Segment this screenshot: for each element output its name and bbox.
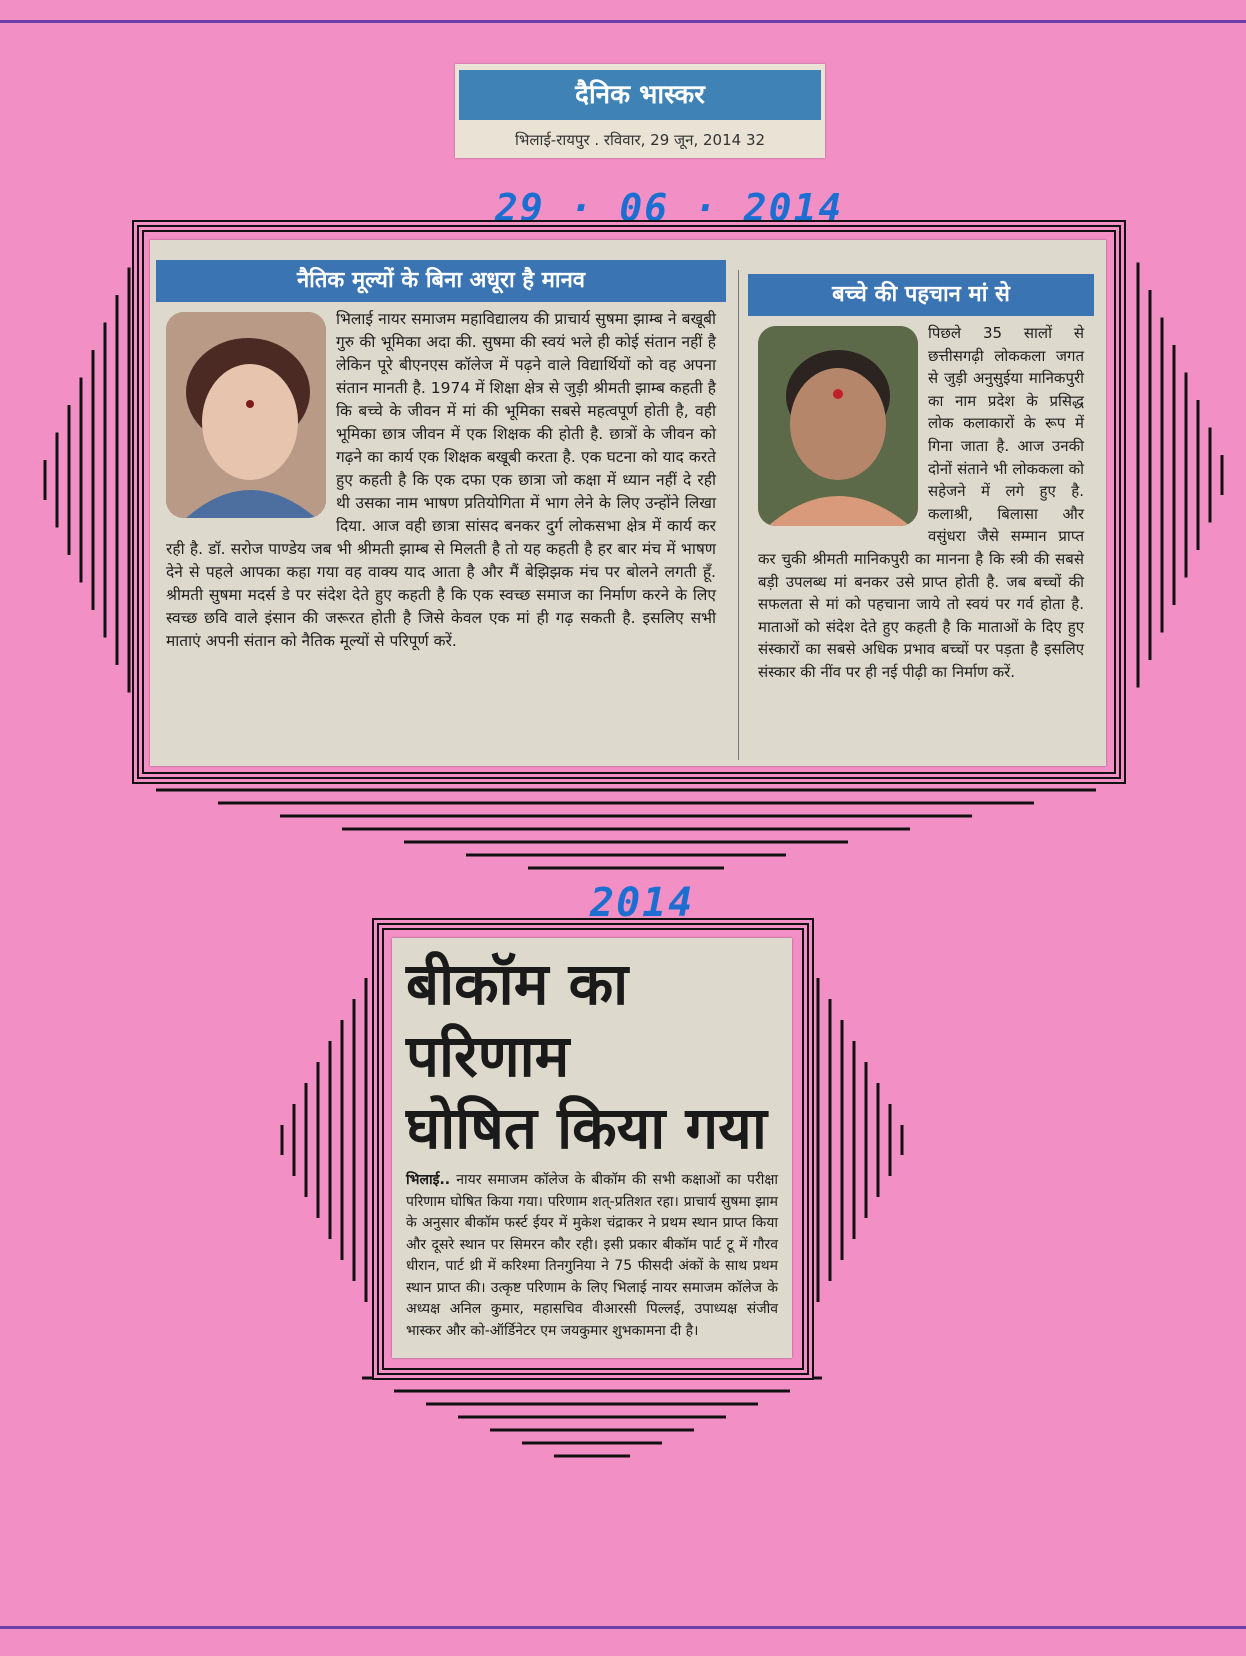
article-left-body: भिलाई नायर समाजम महाविद्यालय की प्राचार्य सुषमा झाम्ब ने बखूबी गुरु की भूमिका अदा की. सुषमा की स्वयं भले ही कोई संतान नहीं है लेकिन पूरे बीएनएस कॉलेज में पढ़ने वाले विद्यार्थियों को वह अपना संतान मानती है. 1974 में शिक्षा क्षेत्र से जुड़ी श्रीमती झाम्ब कहती है कि बच्चे के जीवन में मां की भूमिका सबसे महत्वपूर्ण होती है, वही भूमिका छात्र जीवन में एक शिक्षक की होती है. छात्रों के जीवन को गढ़ने का कार्य एक शिक्षक बखूबी करता है. एक घटना को याद करते हुए कहती है कि एक दफा एक छात्रा जो कक्षा में ध्यान नहीं दे रही थी उसका नाम भाषण प्रतियोगिता में भाग लेने के लिए उन्होंने लिखा दिया. आज वही छात्रा सांसद बनकर दुर्ग लोकसभा क्षेत्र में कार्य कर रही है. डॉ. सरोज पाण्डेय जब भी श्रीमती झाम्ब से मिलती है तो यह कहती है हर बार मंच में भाषण देने से पहले आपका कहा गया वह वाक्य याद आता है और मैं बेझिझक मंच पर बोलने लगती हूँ. श्रीमती सुषमा मदर्स डे पर संदेश देते हुए कहती है कि एक स्वच्छ समाज का निर्माण करने के लिए स्वच्छ छवि वाले इंसान की जरूरत होती है जिसे केवल एक मां ही गढ़ सकती है. इसलिए सभी माताएं अपनी संतान को नैतिक मूल्यों से परिपूर्ण करें. — [166, 310, 716, 650]
handwritten-year: 2014 — [590, 880, 695, 926]
article-right-body: पिछले 35 सालों से छत्तीसगढ़ी लोककला जगत से जुड़ी अनुसुईया मानिकपुरी का नाम प्रदेश के प्रसिद्ध लोक कलाकारों के रूप में गिना जाता है. आज उनकी दोनों संताने भी लोककला को सहेजने में लगे हुए है. कलाश्री, बिलासा और वसुंधरा जैसे सम्मान प्राप्त कर चुकी श्रीमती मानिकपुरी का मानना है कि स्त्री की सबसे बड़ी उपलब्ध मां बनकर उसे प्राप्त होती है. जब बच्चों की सफलता से मां को पहचाना जाये तो स्वयं पर गर्व होता है. माताओं को संदेश देते हुए कहती है कि माताओं के दिए हुए संस्कारों का सबसे अधिक प्रभाव बच्चों पर पड़ता है इसलिए संस्कार की नींव पर ही नई पीढ़ी का निर्माण करें. — [758, 324, 1084, 681]
column-divider — [738, 270, 739, 760]
article-left-headline: नैतिक मूल्यों के बिना अधूरा है मानव — [156, 260, 726, 302]
headline-line-2: घोषित किया गया — [406, 1094, 767, 1162]
article-left — [156, 260, 726, 760]
handwritten-date: 29 · 06 · 2014 — [495, 186, 844, 230]
bottom-border-rule — [0, 1626, 1246, 1629]
article-bottom-dateline: भिलाई.. — [406, 1172, 451, 1188]
article-right — [748, 274, 1094, 754]
headline-line-1: बीकॉम का परिणाम — [406, 950, 629, 1090]
article-bottom-headline — [392, 938, 792, 1170]
portrait-photo-left — [166, 312, 326, 518]
newspaper-name: दैनिक भास्कर — [459, 70, 821, 120]
article-bottom-body: नायर समाजम कॉलेज के बीकॉम की सभी कक्षाओं का परीक्षा परिणाम घोषित किया गया। परिणाम शत्-प्रतिशत रहा। प्राचार्य सुषमा झाम के अनुसार बीकॉम फर्स्ट ईयर में मुकेश चंद्राकर ने प्रथम स्थान प्राप्त किया और दूसरे स्थान पर सिमरन कौर रही। इसी प्रकार बीकॉम पार्ट टू में गौरव धीरान, पार्ट थ्री में करिश्मा तिनगुनिया ने 75 फीसदी अंकों के साथ प्रथम स्थान प्राप्त की। उत्कृष्ट परिणाम के लिए भिलाई नायर समाजम कॉलेज के अध्यक्ष अनिल कुमार, महासचिव वीआरसी पिल्लई, उपाध्यक्ष संजीव भास्कर और को-ऑर्डिनेटर एम जयकुमार शुभकामना दी है। — [406, 1172, 778, 1339]
portrait-photo-right — [758, 326, 918, 526]
top-clipping — [150, 240, 1106, 766]
portrait-illustration-right — [758, 326, 918, 526]
bottom-clipping — [392, 938, 792, 1358]
portrait-illustration-left — [166, 312, 326, 518]
article-right-headline: बच्चे की पहचान मां से — [748, 274, 1094, 316]
masthead-dateline: भिलाई-रायपुर . रविवार, 29 जून, 2014 32 — [514, 131, 766, 149]
